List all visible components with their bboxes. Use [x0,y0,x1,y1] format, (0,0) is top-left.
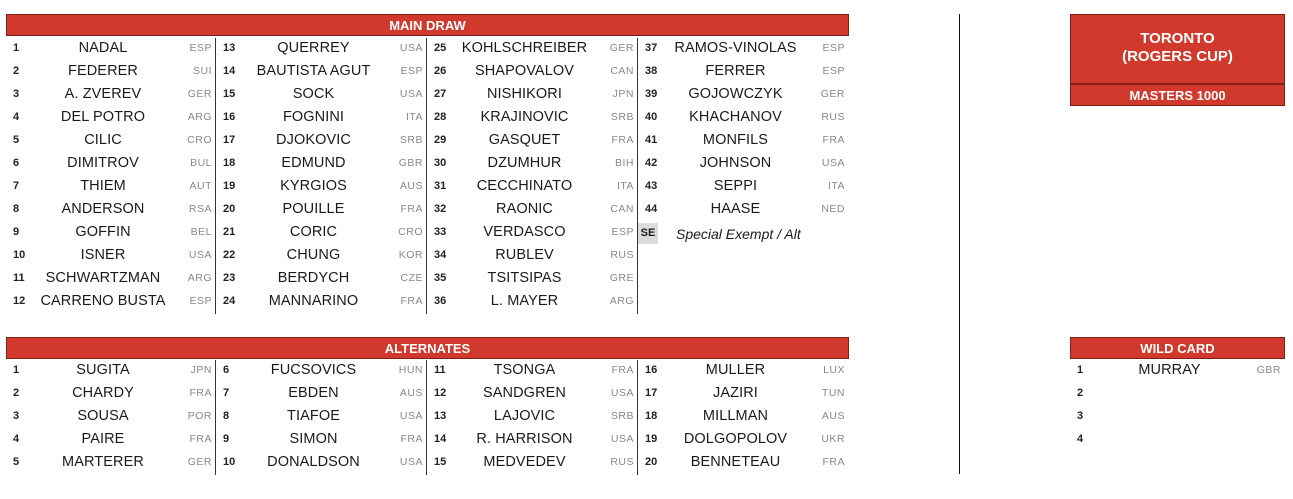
player-entry [6,428,216,451]
special-exempt-label: Special Exempt / Alt [676,226,801,242]
seed-number: 20 [645,456,658,468]
seed-number: 1 [1077,364,1084,376]
country-code: GBR [1256,364,1281,376]
player-entry [216,106,427,129]
seed-number: 23 [223,272,236,284]
player-entry [638,198,849,221]
seed-number: 5 [13,456,20,468]
player-entry [427,37,638,60]
column-divider [637,360,638,475]
country-code: ITA [405,111,423,123]
seed-number: 16 [223,111,236,123]
seed-number: 36 [434,295,447,307]
player-entry [427,83,638,106]
player-entry [6,152,216,175]
seed-number: 28 [434,111,447,123]
player-entry [216,83,427,106]
player-name: NISHIKORI [486,86,563,102]
seed-number: 10 [13,249,26,261]
country-code: ESP [189,42,212,54]
player-entry [6,129,216,152]
player-entry [6,244,216,267]
country-code: BUL [190,157,212,169]
country-code: BIH [614,157,634,169]
seed-number: 34 [434,249,447,261]
player-entry [6,175,216,198]
player-name: FOGNINI [282,109,345,125]
column-divider [215,38,216,314]
seed-number: 44 [645,203,658,215]
seed-number: 19 [223,180,236,192]
seed-number: 15 [223,88,236,100]
country-code: KOR [398,249,423,261]
player-entry [427,221,638,244]
seed-number: 37 [645,42,658,54]
column-divider [215,360,216,475]
player-entry [6,60,216,83]
player-name: MARTERER [62,454,144,470]
player-name: CHARDY [72,385,134,401]
country-code: FRA [400,295,423,307]
seed-number: 11 [434,364,446,376]
country-code: JPN [612,88,634,100]
country-code: ITA [827,180,845,192]
country-code: AUS [399,387,423,399]
country-code: LUX [823,364,845,376]
country-code: CZE [400,272,423,284]
player-entry [216,244,427,267]
player-name: GASQUET [488,132,561,148]
player-entry [216,405,427,428]
player-name: FERRER [705,63,766,79]
seed-number: 6 [223,364,230,376]
country-code: ESP [822,65,845,77]
seed-number: 19 [645,433,658,445]
tournament-name: TORONTO [1140,30,1215,47]
player-entry [6,37,216,60]
player-name: THIEM [80,178,126,194]
country-code: RUS [610,249,634,261]
country-code: FRA [400,433,423,445]
player-entry [6,267,216,290]
country-code: USA [610,387,634,399]
seed-number: 27 [434,88,447,100]
country-code: SUI [192,65,212,77]
seed-number: 29 [434,134,447,146]
country-code: USA [188,249,212,261]
country-code: GER [609,42,634,54]
player-name: PAIRE [81,431,125,447]
player-name: SCHWARTZMAN [45,270,161,286]
player-name: A. ZVEREV [64,86,142,102]
seed-number: 20 [223,203,236,215]
player-name: MURRAY [1138,362,1201,378]
country-code: SRB [610,410,634,422]
player-entry [6,290,216,313]
country-code: USA [399,410,423,422]
player-entry [427,290,638,313]
country-code: FRA [611,364,634,376]
country-code: AUT [189,180,212,192]
seed-number: 18 [223,157,236,169]
player-name: NADAL [78,40,128,56]
player-name: MILLMAN [702,408,769,424]
seed-number: 31 [434,180,447,192]
seed-number: 6 [13,157,20,169]
country-code: FRA [400,203,423,215]
player-name: CARRENO BUSTA [40,293,166,309]
seed-number: 8 [13,203,20,215]
player-entry [216,267,427,290]
country-code: ARG [187,272,212,284]
country-code: ESP [189,295,212,307]
player-name: HAASE [710,201,761,217]
tournament-category: MASTERS 1000 [1070,84,1285,106]
player-entry [216,198,427,221]
player-name: QUERREY [277,40,350,56]
player-entry [427,152,638,175]
country-code: UKR [821,433,845,445]
country-code: USA [821,157,845,169]
player-name: KYRGIOS [280,178,347,194]
player-entry [427,129,638,152]
player-entry [216,129,427,152]
seed-number: 11 [13,272,25,284]
player-entry [427,60,638,83]
player-entry [6,221,216,244]
country-code: ESP [611,226,634,238]
player-name: SIMON [289,431,338,447]
seed-number: 8 [223,410,230,422]
player-entry [216,175,427,198]
country-code: SRB [399,134,423,146]
country-code: CRO [187,134,212,146]
seed-number: 7 [223,387,230,399]
player-name: BENNETEAU [690,454,781,470]
country-code: ESP [822,42,845,54]
player-entry [638,152,849,175]
seed-number: 30 [434,157,447,169]
seed-number: 35 [434,272,447,284]
seed-number: 22 [223,249,236,261]
seed-number: 3 [13,88,20,100]
seed-number: 21 [223,226,236,238]
player-entry [638,60,849,83]
country-code: USA [399,42,423,54]
player-entry [427,106,638,129]
player-name: VERDASCO [483,224,566,240]
country-code: FRA [822,456,845,468]
player-entry [216,221,427,244]
player-name: DEL POTRO [60,109,146,125]
player-name: FUCSOVICS [270,362,357,378]
player-entry [427,451,638,474]
seed-number: 2 [13,387,20,399]
country-code: FRA [822,134,845,146]
seed-number: 4 [13,433,20,445]
seed-number: 17 [645,387,658,399]
player-entry [6,451,216,474]
player-name: BAUTISTA AGUT [256,63,371,79]
country-code: ITA [616,180,634,192]
player-entry [216,37,427,60]
country-code: ESP [400,65,423,77]
player-name: DJOKOVIC [276,132,351,148]
seed-number: 9 [223,433,230,445]
player-entry [638,428,849,451]
player-entry [638,106,849,129]
country-code: CAN [610,65,634,77]
player-name: MANNARINO [268,293,359,309]
seed-number: 10 [223,456,236,468]
player-name: TSITSIPAS [487,270,562,286]
player-name: BERDYCH [277,270,350,286]
player-entry [638,37,849,60]
tournament-box [1070,14,1285,84]
player-name: KHACHANOV [689,109,782,125]
country-code: ARG [609,295,634,307]
player-name: RAONIC [496,201,553,217]
player-entry [427,382,638,405]
player-entry [6,359,216,382]
country-code: GER [187,88,212,100]
seed-number: 17 [223,134,236,146]
seed-number: 12 [434,387,447,399]
player-entry [6,198,216,221]
player-name: SOCK [292,86,335,102]
player-name: CHUNG [286,247,341,263]
country-code: GER [187,456,212,468]
seed-number: 5 [13,134,20,146]
player-entry [638,405,849,428]
seed-number: 3 [1077,410,1084,422]
player-entry [6,106,216,129]
country-code: SRB [610,111,634,123]
player-name: RUBLEV [495,247,554,263]
alternates-header: ALTERNATES [6,337,849,359]
country-code: POR [187,410,212,422]
player-entry [6,382,216,405]
wild-card-header: WILD CARD [1070,337,1285,359]
country-code: CRO [398,226,423,238]
player-name: ISNER [80,247,126,263]
special-exempt-code: SE [638,223,658,244]
country-code: GBR [398,157,423,169]
country-code: RUS [610,456,634,468]
player-entry [1070,428,1285,451]
player-name: R. HARRISON [476,431,573,447]
country-code: JPN [190,364,212,376]
seed-number: 26 [434,65,447,77]
player-entry [6,83,216,106]
player-name: KRAJINOVIC [480,109,569,125]
player-name: DONALDSON [267,454,360,470]
player-name: DZUMHUR [487,155,562,171]
country-code: USA [399,88,423,100]
player-entry [427,198,638,221]
player-entry [427,267,638,290]
player-entry [216,152,427,175]
seed-number: 42 [645,157,658,169]
seed-number: 2 [13,65,20,77]
player-name: POUILLE [282,201,345,217]
player-name: CORIC [289,224,338,240]
player-entry [1070,382,1285,405]
player-name: SEPPI [713,178,758,194]
player-name: GOFFIN [75,224,131,240]
seed-number: 14 [223,65,236,77]
seed-number: 43 [645,180,658,192]
column-divider [637,38,638,314]
seed-number: 3 [13,410,20,422]
seed-number: 33 [434,226,447,238]
seed-number: 4 [13,111,20,123]
country-code: FRA [189,433,212,445]
seed-number: 15 [434,456,447,468]
player-entry [427,175,638,198]
player-entry [638,175,849,198]
player-name: SOUSA [77,408,129,424]
player-name: TSONGA [493,362,556,378]
player-entry [427,359,638,382]
player-entry [1070,359,1285,382]
seed-number: 25 [434,42,447,54]
player-entry [427,428,638,451]
player-name: ANDERSON [61,201,145,217]
player-name: MEDVEDEV [483,454,566,470]
player-name: L. MAYER [490,293,559,309]
player-entry [216,428,427,451]
player-entry [216,290,427,313]
player-entry [216,451,427,474]
player-entry [1070,405,1285,428]
country-code: BEL [190,226,212,238]
player-name: CILIC [84,132,122,148]
seed-number: 39 [645,88,658,100]
player-name: TIAFOE [287,408,340,424]
country-code: HUN [398,364,423,376]
seed-number: 9 [13,226,20,238]
player-entry [216,60,427,83]
seed-number: 13 [434,410,447,422]
country-code: FRA [189,387,212,399]
player-name: DOLGOPOLOV [683,431,788,447]
country-code: USA [399,456,423,468]
player-name: MONFILS [702,132,769,148]
seed-number: 13 [223,42,236,54]
country-code: TUN [821,387,845,399]
player-name: RAMOS-VINOLAS [674,40,797,56]
player-name: DIMITROV [67,155,139,171]
country-code: GRE [609,272,634,284]
seed-number: 38 [645,65,658,77]
country-code: AUS [399,180,423,192]
player-name: LAJOVIC [493,408,556,424]
player-name: SANDGREN [483,385,566,401]
player-entry [216,382,427,405]
country-code: RSA [188,203,212,215]
country-code: CAN [610,203,634,215]
country-code: FRA [611,134,634,146]
seed-number: 2 [1077,387,1084,399]
player-name: JAZIRI [713,385,758,401]
seed-number: 24 [223,295,236,307]
country-code: NED [821,203,845,215]
player-name: MULLER [705,362,766,378]
player-name: GOJOWCZYK [688,86,783,102]
player-entry [638,129,849,152]
main-draw-header: MAIN DRAW [6,14,849,36]
player-name: EDMUND [281,155,346,171]
country-code: ARG [187,111,212,123]
player-entry [638,83,849,106]
seed-number: 16 [645,364,658,376]
seed-number: 1 [13,42,20,54]
tournament-sponsor-name: (ROGERS CUP) [1122,48,1233,65]
player-entry [427,244,638,267]
seed-number: 7 [13,180,20,192]
player-name: KOHLSCHREIBER [461,40,588,56]
player-entry [638,451,849,474]
player-name: CECCHINATO [476,178,573,194]
player-name: FEDERER [68,63,138,79]
seed-number: 32 [434,203,447,215]
column-divider [426,360,427,475]
column-divider [426,38,427,314]
seed-number: 18 [645,410,658,422]
player-entry [638,382,849,405]
section-divider [959,14,960,474]
player-name: JOHNSON [699,155,772,171]
country-code: AUS [821,410,845,422]
seed-number: 4 [1077,433,1084,445]
country-code: USA [610,433,634,445]
player-name: EBDEN [288,385,339,401]
seed-number: 41 [645,134,658,146]
player-entry [638,359,849,382]
seed-number: 40 [645,111,658,123]
seed-number: 14 [434,433,447,445]
player-entry [6,405,216,428]
country-code: RUS [821,111,845,123]
player-entry [427,405,638,428]
player-name: SUGITA [76,362,130,378]
player-entry [216,359,427,382]
country-code: GER [820,88,845,100]
seed-number: 12 [13,295,26,307]
seed-number: 1 [13,364,20,376]
player-name: SHAPOVALOV [474,63,575,79]
